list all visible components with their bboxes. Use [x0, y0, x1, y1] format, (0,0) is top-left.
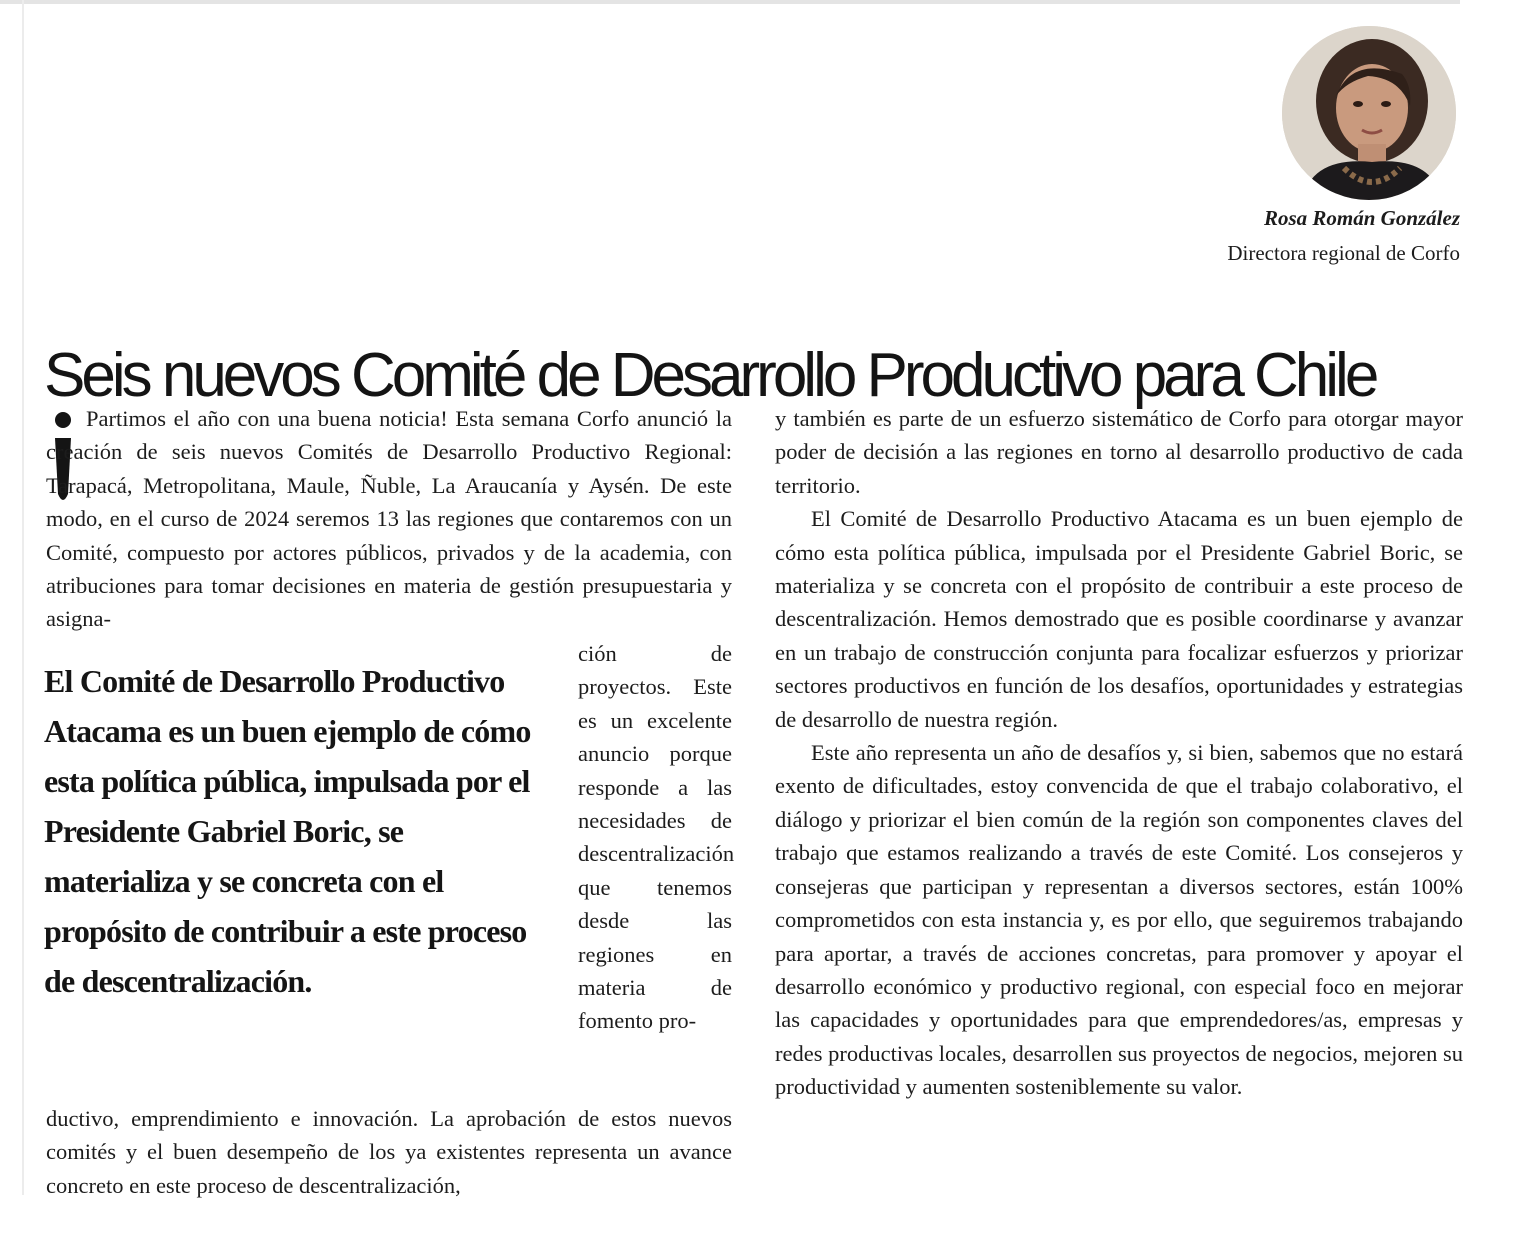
- article-narrow-column: ción de proyectos. Este es un excelente anuncio porque responde a las necesidades de descentralización que tenemos desde las regiones en materia de fomento pro-: [578, 641, 735, 1034]
- pull-quote: El Comité de Desarrollo Productivo Atacama es un buen ejemplo de cómo esta política pública, impulsada por el Presidente Gabriel Boric, se materializa y se concreta con el propósito de contribuir a este proceso de descentralización.: [44, 663, 531, 999]
- article-right-paragraph-3: Este año representa un año de desafíos y, si bien, sabemos que no estará exento de dificultades, estoy convencida de que el trabajo colaborativo, el diálogo y priorizar el bien común de la región son componentes claves del trabajo que estamos realizando a través de este Comité. Los consejeros y consejeras que participan y representan a diversos sectores, están 100% comprometidos con esta instancia y, es por ello, que seguiremos trabajando para aportar, a través de acciones concretas, para promover y apoyar el desarrollo económico y productivo regional, con especial foco en mejorar las capacidades y oportunidades para que emprendedores/as, empresas y redes productivas locales, desarrollen sus proyectos de negocios, mejoren su productividad y aumenten sosteniblemente su valor.: [775, 740, 1463, 1100]
- article-headline: Seis nuevos Comité de Desarrollo Productivo para Chile: [44, 340, 1376, 410]
- author-name: Rosa Román González: [1263, 206, 1460, 230]
- author-portrait-illustration: [1282, 26, 1456, 200]
- left-margin-rule: [22, 0, 24, 1195]
- article-left-tail-paragraph: ductivo, emprendimiento e innovación. La aprobación de estos nuevos comités y el buen desempeño de los ya existentes representa un avance concreto en este proceso de descentralización,: [46, 1106, 732, 1198]
- article-lead-paragraph: Partimos el año con una buena noticia! Esta semana Corfo anunció la creación de seis nuevos Comités de Desarrollo Productivo Regional: Tarapacá, Metropolitana, Maule, Ñuble, La Araucanía y Aysén. De este modo, en el curso de 2024 seremos 13 las regiones que contaremos con un Comité, compuesto por actores públicos, privados y de la academia, con atribuciones para tomar decisiones en materia de gestión presupuestaria y asigna-: [46, 406, 732, 632]
- article-column-left: [46, 402, 732, 636]
- author-role: Directora regional de Corfo: [1227, 241, 1460, 265]
- article-right-paragraph-1: y también es parte de un esfuerzo sistemático de Corfo para otorgar mayor poder de decisión a las regiones en torno al desarrollo productivo de cada territorio.: [775, 406, 1463, 498]
- top-rule: [0, 0, 1460, 4]
- article-column-right: [775, 402, 1463, 1104]
- author-photo: [1282, 26, 1456, 200]
- article-right-paragraph-2: El Comité de Desarrollo Productivo Atacama es un buen ejemplo de cómo esta política pública, impulsada por el Presidente Gabriel Boric, se materializa y se concreta con el propósito de contribuir a este proceso de descentralización. Hemos demostrado que es posible coordinarse y avanzar en un trabajo de construcción conjunta para focalizar esfuerzos y priorizar sectores productivos en función de los desafíos, oportunidades y estrategias de desarrollo de nuestra región.: [775, 506, 1463, 732]
